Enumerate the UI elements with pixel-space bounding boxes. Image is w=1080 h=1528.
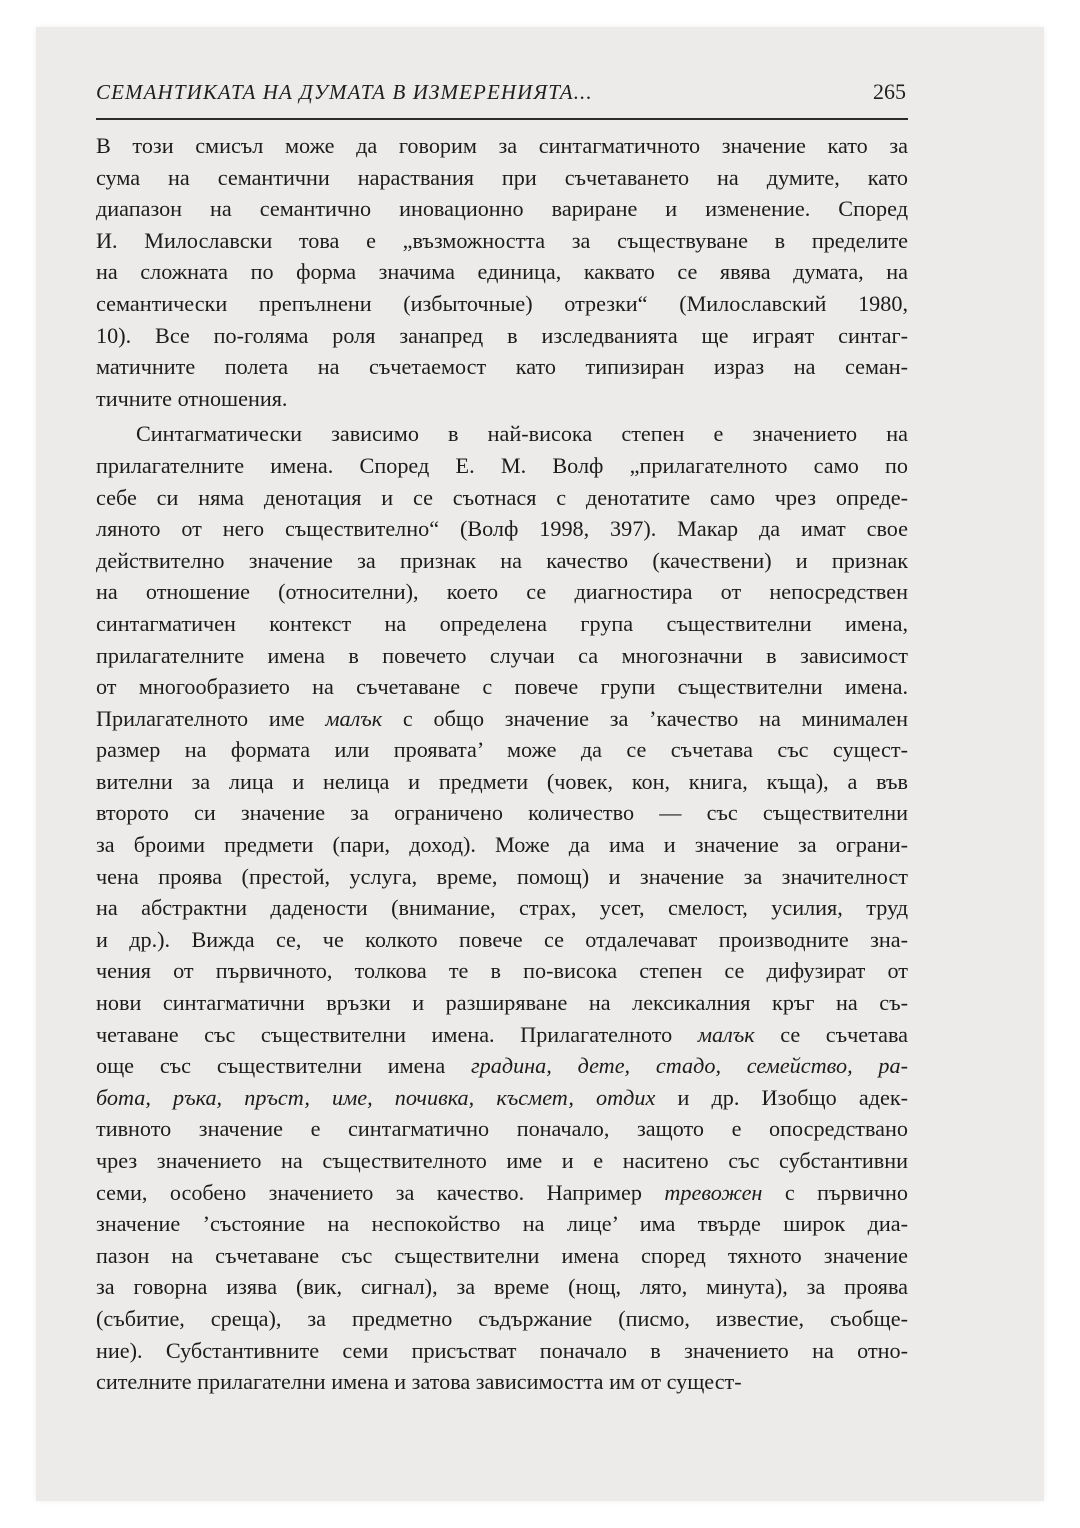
text-line (96, 576, 908, 608)
text-run: прилагателните имена в повечето случаи са многозначни в зависимост (96, 642, 908, 668)
text-run: сителните прилагателни имена и затова зависимостта им от сущест- (96, 1369, 742, 1395)
text-line (96, 162, 908, 194)
text-run: тичните отношения. (96, 385, 288, 411)
text-line (96, 383, 908, 415)
text-run: още със съществителни имена (96, 1053, 471, 1079)
text-run: за говорна изява (вик, сигнал), за време (нощ, лято, минута), за проява (96, 1274, 908, 1300)
text-run: и др. Изобщо адек- (655, 1084, 908, 1110)
text-line (96, 225, 908, 257)
text-line (96, 1366, 908, 1398)
text-line (96, 482, 908, 514)
text-run: ляното от него съществително“ (Волф 1998, 397). Макар да имат свое (96, 516, 908, 542)
text-run: за броими предмети (пари, доход). Може да има и значение за ограни- (96, 832, 908, 858)
text-line (96, 671, 908, 703)
italic-term: малък (325, 705, 383, 731)
text-line (96, 450, 908, 482)
text-line (96, 1082, 908, 1114)
italic-term: тревожен (664, 1179, 763, 1205)
text-run: действително значение за признак на качество (качествени) и признак (96, 547, 908, 573)
text-line (96, 734, 908, 766)
text-run: значение ’състояние на неспокойство на лице’ има твърде широк диа- (96, 1211, 908, 1237)
text-line (96, 288, 908, 320)
text-line (96, 256, 908, 288)
text-line (96, 861, 908, 893)
text-run: четаване със съществителни имена. Прилагателното (96, 1021, 698, 1047)
text-line (96, 766, 908, 798)
text-run: на отношение (относителни), което се диагностира от непосредствен (96, 579, 908, 605)
text-run: с първично (762, 1179, 908, 1205)
text-line (96, 640, 908, 672)
text-run: Синтагматически зависимо в най-висока степен е значението на (136, 421, 908, 447)
text-line (96, 1303, 908, 1335)
text-run: ние). Субстантивните семи присъстват поначало в значението на отно- (96, 1337, 908, 1363)
text-run: семи, особено значението за качество. Например (96, 1179, 665, 1205)
text-run: синтагматичен контекст на определена група съществителни имена, (96, 610, 908, 636)
text-line (96, 1050, 908, 1082)
text-line (96, 1240, 908, 1272)
text-line (96, 513, 908, 545)
page-number: 265 (873, 79, 906, 104)
text-line (96, 955, 908, 987)
text-run: пазон на съчетаване със съществителни имена според тяхното значение (96, 1242, 908, 1268)
text-run: чена проява (престой, услуга, време, помощ) и значение за значителност (96, 863, 908, 889)
page-header (96, 78, 908, 120)
text-line (96, 1177, 908, 1209)
text-line (96, 320, 908, 352)
italic-term: малък (697, 1021, 755, 1047)
text-run: себе си няма денотация и се съотнася с денотатите само чрез опреде- (96, 484, 908, 510)
text-line (96, 797, 908, 829)
running-title: СЕМАНТИКАТА НА ДУМАТА В ИЗМЕРЕНИЯТА... (96, 80, 593, 104)
text-line (96, 987, 908, 1019)
text-line (96, 545, 908, 577)
text-line (96, 418, 908, 450)
text-run: се съчетава (754, 1021, 908, 1047)
text-run: семантически препълнени (избыточные) отрезки“ (Милославский 1980, (96, 290, 908, 316)
text-run: (събитие, среща), за предметно съдържание (писмо, известие, съобще- (96, 1305, 908, 1331)
text-line (96, 1271, 908, 1303)
paragraph (96, 418, 908, 1397)
body-text (96, 130, 908, 1398)
text-run: на сложната по форма значима единица, каквато се явява думата, на (96, 259, 908, 285)
text-run: с общо значение за ’качество на минимален (382, 705, 908, 731)
text-run: вителни за лица и нелица и предмети (човек, кон, книга, къща), а във (96, 768, 908, 794)
text-line (96, 892, 908, 924)
text-run: и др.). Вижда се, че колкото повече се отдалечават производните зна- (96, 926, 908, 952)
text-run: чения от първичното, толкова те в по-висока степен се дифузират от (96, 958, 908, 984)
text-run: В този смисъл може да говорим за синтагматичното значение като за (96, 133, 908, 158)
text-line (96, 703, 908, 735)
text-run: тивното значение е синтагматично поначало, защото е опосредствано (96, 1116, 908, 1142)
text-run: от многообразието на съчетаване с повече групи съществителни имена. (96, 674, 908, 700)
text-run: прилагателните имена. Според Е. М. Волф „прилагателното само по (96, 452, 908, 478)
text-run: И. Милославски това е „възможността за съществуване в пределите (96, 227, 908, 253)
text-line (96, 1145, 908, 1177)
text-line (96, 1019, 908, 1051)
text-line (96, 829, 908, 861)
text-line (96, 1208, 908, 1240)
text-run: диапазон на семантично иновационно вариране и изменение. Според (96, 196, 908, 222)
text-line (96, 1113, 908, 1145)
italic-term: градина, дете, стадо, семейство, ра- (471, 1053, 908, 1079)
text-line (96, 924, 908, 956)
text-run: второто си значение за ограничено количество — със съществителни (96, 800, 908, 826)
text-line (96, 130, 908, 162)
text-run: 10). Все по-голяма роля занапред в изследванията ще играят синтаг- (96, 322, 908, 348)
text-run: сума на семантични нараствания при съчетаването на думите, като (96, 164, 908, 190)
text-run: размер на формата или проявата’ може да се съчетава със сущест- (96, 737, 908, 763)
text-line (96, 1335, 908, 1367)
text-run: на абстрактни дадености (внимание, страх, усет, смелост, усилия, труд (96, 895, 908, 921)
text-line (96, 608, 908, 640)
paragraph (96, 130, 908, 414)
text-run: Прилагателното име (96, 705, 326, 731)
text-run: матичните полета на съчетаемост като типизиран израз на семан- (96, 354, 908, 380)
italic-term: бота, ръка, пръст, име, почивка, късмет, отдих (96, 1084, 656, 1110)
text-run: чрез значението на съществителното име и е наситено със субстантивни (96, 1148, 908, 1173)
text-line (96, 193, 908, 225)
text-line (96, 351, 908, 383)
text-run: нови синтагматични връзки и разширяване на лексикалния кръг на съ- (96, 990, 908, 1016)
